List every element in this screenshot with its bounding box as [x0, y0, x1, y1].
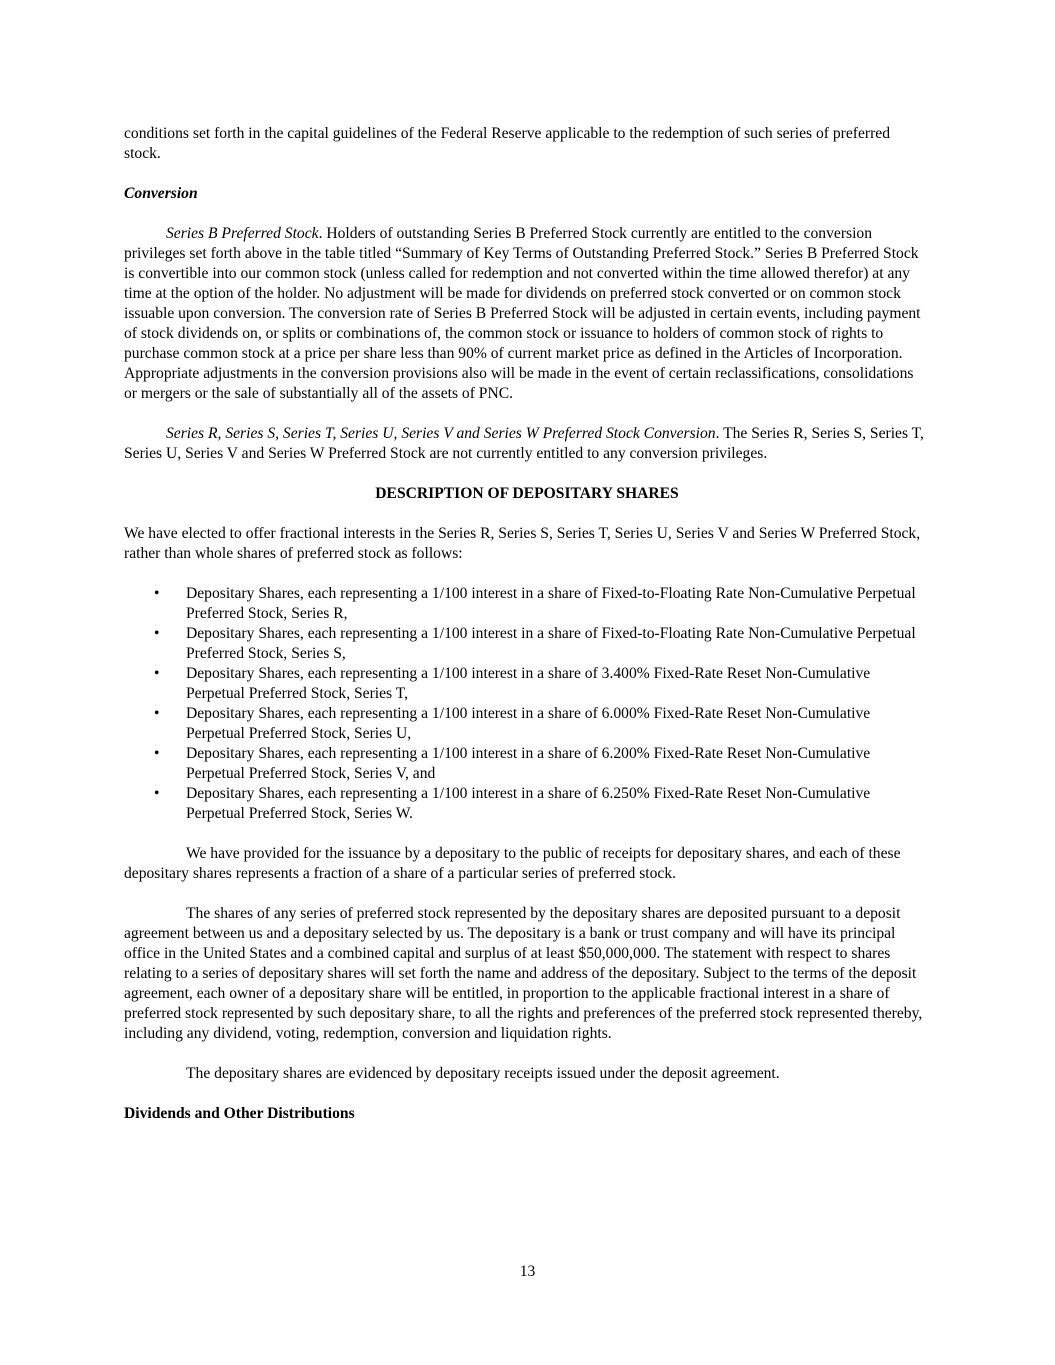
bullet-icon: • — [154, 585, 160, 602]
paragraph-deposit-agreement: The shares of any series of preferred stock represented by the depositary shares are deposited pursuant to a deposit agreement between us and a depositary selected by us. The depositary is a bank or trust company and will have its principal office in the United States and a combined capital and surplus of at least $50,000,000. The statement with respect to shares relating to a series of depositary shares will set forth the name and address of the depositary. Subject to the terms of the deposit agreement, each owner of a depositary share will be entitled, in proportion to the applicable fractional interest in a share of preferred stock represented by such depositary share, to all the rights and preferences of the preferred stock represented thereby, including any dividend, voting, redemption, conversion and liquidation rights. — [124, 905, 923, 1042]
series-b-text: . Holders of outstanding Series B Preferred Stock currently are entitled to the conversion privileges set forth above in the table titled “Summary of Key Terms of Outstanding Preferred Stock.” Series B Preferred Stock is convertible into our common stock (unless called for redemption and not converted within the time allowed therefor) at any time at the option of the holder. No adjustment will be made for dividends on preferred stock converted or on common stock issuable upon conversion. The conversion rate of Series B Preferred Stock will be adjusted in certain events, including payment of stock dividends on, or splits or combinations of, the common stock or issuance to holders of common stock of rights to purchase common stock at a price per share less than 90% of current market price as defined in the Articles of Incorporation. Appropriate adjustments in the conversion provisions also will be made in the event of certain reclassifications, consolidations or mergers or the sale of substantially all of the assets of PNC. — [124, 225, 921, 402]
paragraph-depositary-receipts: The depositary shares are evidenced by depositary receipts issued under the deposit agreement. — [186, 1065, 780, 1082]
paragraph-redemption-conditions: conditions set forth in the capital guidelines of the Federal Reserve applicable to the redemption of such series of preferred stock. — [124, 125, 890, 162]
list-item — [124, 664, 930, 704]
heading-dividends-and-other-distributions: Dividends and Other Distributions — [124, 1105, 355, 1122]
document-page — [124, 124, 930, 1144]
paragraph-series-rw-conversion — [124, 424, 930, 464]
list-item-text: Depositary Shares, each representing a 1/100 interest in a share of Fixed-to-Floating Rate Non-Cumulative Perpetual Preferred Stock, Series R, — [186, 585, 916, 622]
list-item-text: Depositary Shares, each representing a 1/100 interest in a share of 6.200% Fixed-Rate Reset Non-Cumulative Perpetual Preferred Stock, Series V, and — [186, 745, 871, 782]
list-item — [124, 784, 930, 824]
paragraph-fractional-interests: We have elected to offer fractional interests in the Series R, Series S, Series T, Series U, Series V and Series W Preferred Stock, rather than whole shares of preferred stock as follows: — [124, 525, 921, 562]
list-item-text: Depositary Shares, each representing a 1/100 interest in a share of Fixed-to-Floating Rate Non-Cumulative Perpetual Preferred Stock, Series S, — [186, 625, 916, 662]
bullet-icon: • — [154, 665, 160, 682]
heading-conversion: Conversion — [124, 185, 198, 202]
heading-description-of-depositary-shares: DESCRIPTION OF DEPOSITARY SHARES — [375, 485, 679, 502]
paragraph-series-b-conversion — [124, 224, 930, 404]
paragraph-issuance-of-receipts: We have provided for the issuance by a depositary to the public of receipts for depositary shares, and each of these depositary shares represents a fraction of a share of a particular series of preferred stock. — [124, 845, 901, 882]
list-item — [124, 584, 930, 624]
bullet-icon: • — [154, 745, 160, 762]
series-rw-lead: Series R, Series S, Series T, Series U, Series V and Series W Preferred Stock Conversion — [166, 425, 716, 442]
bullet-icon: • — [154, 785, 160, 802]
series-rw-text: . The Series R, Series S, Series T, Series U, Series V and Series W Preferred Stock are not currently entitled to any conversion privileges. — [124, 425, 924, 462]
bullet-icon: • — [154, 705, 160, 722]
list-item-text: Depositary Shares, each representing a 1/100 interest in a share of 6.250% Fixed-Rate Reset Non-Cumulative Perpetual Preferred Stock, Series W. — [186, 785, 871, 822]
page-number: 13 — [519, 1263, 536, 1280]
series-b-lead: Series B Preferred Stock — [166, 225, 319, 242]
list-item — [124, 704, 930, 744]
list-item — [124, 624, 930, 664]
list-item — [124, 744, 930, 784]
list-item-text: Depositary Shares, each representing a 1/100 interest in a share of 3.400% Fixed-Rate Reset Non-Cumulative Perpetual Preferred Stock, Series T, — [186, 665, 871, 702]
list-item-text: Depositary Shares, each representing a 1/100 interest in a share of 6.000% Fixed-Rate Reset Non-Cumulative Perpetual Preferred Stock, Series U, — [186, 705, 871, 742]
bullet-icon: • — [154, 625, 160, 642]
depositary-shares-list — [124, 584, 930, 824]
